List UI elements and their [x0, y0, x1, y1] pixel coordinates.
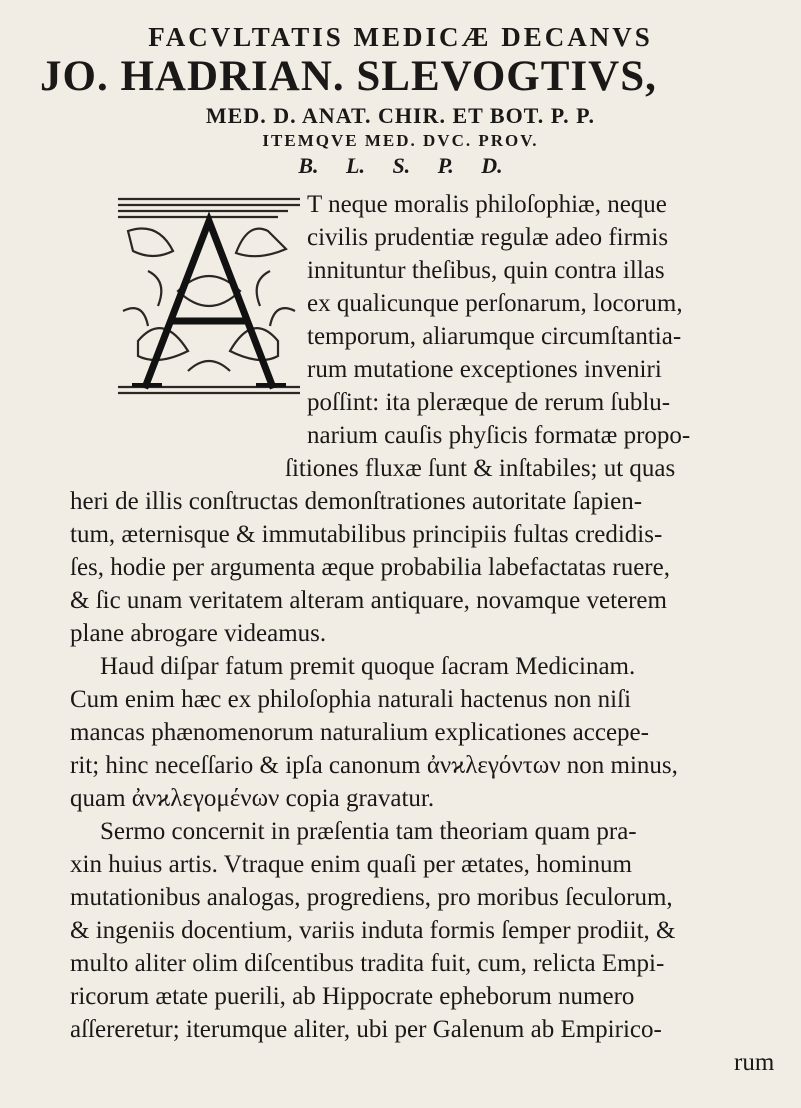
decorated-initial-letter [118, 191, 300, 399]
salutation: B. L. S. P. D. [298, 153, 503, 178]
text-line: temporum, aliarumque circumſtantia- [307, 323, 682, 350]
text-line: & ſic unam veritatem alteram antiquare, novamque veterem [70, 587, 667, 614]
author-titles: MED. D. ANAT. CHIR. ET BOT. P. P. [205, 103, 596, 128]
text-line: multo aliter olim diſcentibus tradita fuit, cum, relicta Empi- [70, 950, 665, 977]
text-line: rum mutatione exceptiones inveniri [307, 356, 662, 383]
faculty-heading: FACVLTATIS MEDICÆ DECANVS [148, 22, 653, 52]
text-line: plane abrogare videamus. [70, 620, 327, 647]
author-name: JO. HADRIAN. SLEVOGTIVS, [40, 53, 657, 100]
text-line: ſes, hodie per argumenta æque probabilia labefactatas ruere, [70, 554, 670, 581]
text-line: ex qualicunque perſonarum, locorum, [307, 290, 683, 317]
text-line: Sermo concernit in præſentia tam theoriam quam pra- [100, 818, 637, 845]
text-line: T neque moralis philoſophiæ, neque [307, 191, 667, 218]
text-line: mancas phænomenorum naturalium explicationes accepe- [70, 719, 649, 746]
text-line: aſſereretur; iterumque aliter, ubi per Galenum ab Empirico- [70, 1016, 662, 1043]
text-line: mutationibus analogas, progrediens, pro moribus ſeculorum, [70, 884, 673, 911]
text-line: quam ἀνϰλεγομένων copia gravatur. [70, 785, 435, 812]
author-titles-2: ITEMQVE MED. DVC. PROV. [262, 131, 539, 150]
text-line: & ingeniis docentium, variis induta formis ſemper prodiit, & [70, 917, 676, 944]
text-line: tum, æternisque & immutabilibus principiis fultas credidis- [70, 521, 663, 548]
text-line: poſſint: ita pleræque de rerum ſublu- [307, 389, 671, 416]
text-line: civilis prudentiæ regulæ adeo firmis [307, 224, 669, 251]
catchword: rum [734, 1049, 775, 1076]
text-line: Cum enim hæc ex philoſophia naturali hactenus non niſi [70, 686, 632, 713]
text-line: innituntur theſibus, quin contra illas [307, 257, 665, 284]
text-line: xin huius artis. Vtraque enim quaſi per ætates, hominum [70, 851, 632, 878]
text-line: rit; hinc neceſſario & ipſa canonum ἀνϰλεγόντων non minus, [70, 752, 678, 779]
text-line: ricorum ætate puerili, ab Hippocrate epheborum numero [70, 983, 635, 1010]
text-line: narium cauſis phyſicis formatæ propo- [307, 422, 691, 449]
text-line: Haud diſpar fatum premit quoque ſacram Medicinam. [100, 653, 636, 680]
text-line: ſitiones fluxæ ſunt & inſtabiles; ut quas [285, 455, 676, 482]
text-line: heri de illis conſtructas demonſtrationes autoritate ſapien- [70, 488, 643, 515]
